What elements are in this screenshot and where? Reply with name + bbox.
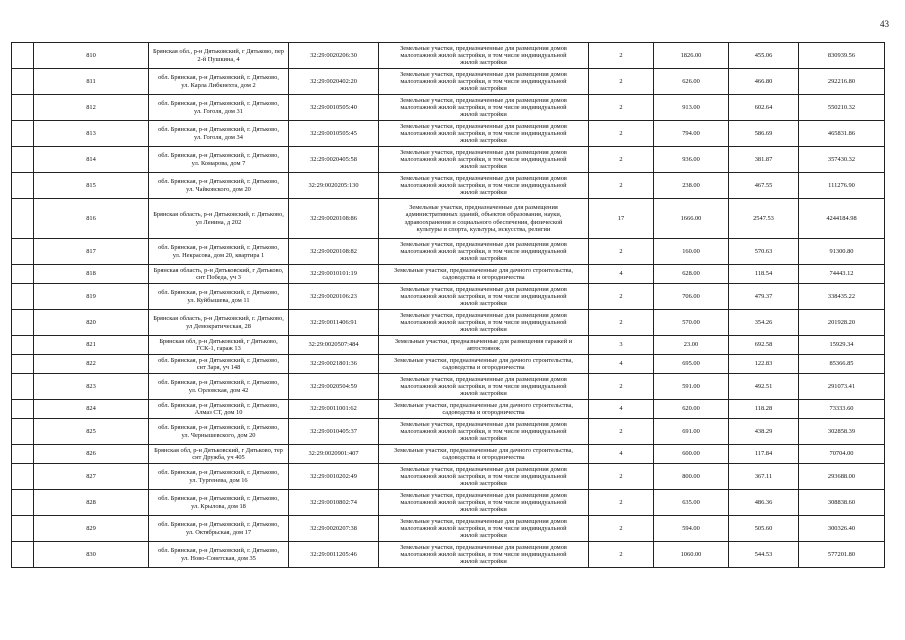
cadastral-number-cell: 32:29:0011205:46 xyxy=(289,542,379,568)
specific-value-cell: 467.55 xyxy=(729,173,799,199)
row-number-cell: 816 xyxy=(34,199,149,239)
area-cell: 635.00 xyxy=(654,490,729,516)
table-row xyxy=(12,199,885,239)
area-cell: 913.00 xyxy=(654,95,729,121)
cadastral-number-cell: 32:29:0020405:58 xyxy=(289,147,379,173)
land-use-group-cell: 2 xyxy=(589,374,654,400)
land-use-purpose-cell: Земельные участки, предназначенные для размещения домов малоэтажной жилой застройки, в том числе индивидуальной жилой застройки xyxy=(379,173,589,199)
cadastral-value-cell: 74443.12 xyxy=(799,265,885,284)
row-spacer-cell xyxy=(12,199,34,239)
area-cell: 238.00 xyxy=(654,173,729,199)
row-number-cell: 823 xyxy=(34,374,149,400)
land-use-purpose-cell: Земельные участки, предназначенные для размещения домов малоэтажной жилой застройки, в том числе индивидуальной жилой застройки xyxy=(379,310,589,336)
land-use-purpose-cell: Земельные участки, предназначенные для размещения домов малоэтажной жилой застройки, в том числе индивидуальной жилой застройки xyxy=(379,239,589,265)
area-cell: 626.00 xyxy=(654,69,729,95)
cadastral-value-cell: 292216.80 xyxy=(799,69,885,95)
table-row xyxy=(12,464,885,490)
cadastral-value-cell: 300326.40 xyxy=(799,516,885,542)
row-spacer-cell xyxy=(12,310,34,336)
area-cell: 594.00 xyxy=(654,516,729,542)
cadastral-value-cell: 4244184.98 xyxy=(799,199,885,239)
cadastral-number-cell: 32:29:0010802:74 xyxy=(289,490,379,516)
area-cell: 628.00 xyxy=(654,265,729,284)
land-use-purpose-cell: Земельные участки, предназначенные для размещения домов малоэтажной жилой застройки, в том числе индивидуальной жилой застройки xyxy=(379,95,589,121)
cadastral-value-cell: 111276.90 xyxy=(799,173,885,199)
land-use-group-cell: 2 xyxy=(589,542,654,568)
row-number-cell: 818 xyxy=(34,265,149,284)
table-row xyxy=(12,445,885,464)
specific-value-cell: 586.69 xyxy=(729,121,799,147)
area-cell: 800.00 xyxy=(654,464,729,490)
land-use-group-cell: 2 xyxy=(589,121,654,147)
row-spacer-cell xyxy=(12,445,34,464)
row-number-cell: 830 xyxy=(34,542,149,568)
row-number-cell: 814 xyxy=(34,147,149,173)
row-spacer-cell xyxy=(12,284,34,310)
address-cell: обл. Брянская, р-н Дятьковский, г. Дятьково, ул. Некрасова, дом 20, квартира 1 xyxy=(149,239,289,265)
land-use-purpose-cell: Земельные участки, предназначенные для размещения домов малоэтажной жилой застройки, в том числе индивидуальной жилой застройки xyxy=(379,121,589,147)
table-row xyxy=(12,95,885,121)
land-use-group-cell: 4 xyxy=(589,265,654,284)
land-use-group-cell: 4 xyxy=(589,355,654,374)
specific-value-cell: 117.84 xyxy=(729,445,799,464)
area-cell: 1060.00 xyxy=(654,542,729,568)
cadastral-value-cell: 302858.39 xyxy=(799,419,885,445)
land-use-group-cell: 2 xyxy=(589,173,654,199)
land-use-group-cell: 3 xyxy=(589,336,654,355)
cadastral-value-cell: 465831.86 xyxy=(799,121,885,147)
specific-value-cell: 354.26 xyxy=(729,310,799,336)
land-use-purpose-cell: Земельные участки, предназначенные для размещения домов малоэтажной жилой застройки, в том числе индивидуальной жилой застройки xyxy=(379,464,589,490)
specific-value-cell: 438.29 xyxy=(729,419,799,445)
table-row xyxy=(12,336,885,355)
address-cell: Брянская область, р-н Дятьковский, г. Дятьково, ул Демократическая, 28 xyxy=(149,310,289,336)
row-spacer-cell xyxy=(12,265,34,284)
cadastral-value-cell: 293688.00 xyxy=(799,464,885,490)
land-use-group-cell: 4 xyxy=(589,445,654,464)
land-use-group-cell: 2 xyxy=(589,464,654,490)
table-row xyxy=(12,374,885,400)
row-spacer-cell xyxy=(12,173,34,199)
cadastral-number-cell: 32:29:0010202:49 xyxy=(289,464,379,490)
row-number-cell: 826 xyxy=(34,445,149,464)
land-use-group-cell: 17 xyxy=(589,199,654,239)
area-cell: 695.00 xyxy=(654,355,729,374)
address-cell: обл. Брянская, р-н Дятьковский, г. Дятьково, ул. Тургенева, дом 16 xyxy=(149,464,289,490)
land-use-purpose-cell: Земельные участки, предназначенные для размещения гаражей и автостоянок xyxy=(379,336,589,355)
row-number-cell: 819 xyxy=(34,284,149,310)
table-row xyxy=(12,265,885,284)
cadastral-number-cell: 32:29:0010505:40 xyxy=(289,95,379,121)
row-spacer-cell xyxy=(12,147,34,173)
row-number-cell: 820 xyxy=(34,310,149,336)
land-use-purpose-cell: Земельные участки, предназначенные для размещения домов малоэтажной жилой застройки, в том числе индивидуальной жилой застройки xyxy=(379,284,589,310)
land-use-group-cell: 2 xyxy=(589,284,654,310)
land-use-purpose-cell: Земельные участки, предназначенные для размещения домов малоэтажной жилой застройки, в том числе индивидуальной жилой застройки xyxy=(379,43,589,69)
land-use-purpose-cell: Земельные участки, предназначенные для дачного строительства, садоводства и огородничества xyxy=(379,265,589,284)
specific-value-cell: 492.51 xyxy=(729,374,799,400)
address-cell: обл. Брянская, р-н Дятьковский, г. Дятьково, ул. Карла Либкнехта, дом 2 xyxy=(149,69,289,95)
cadastral-number-cell: 32:29:0020207:38 xyxy=(289,516,379,542)
row-spacer-cell xyxy=(12,95,34,121)
area-cell: 160.00 xyxy=(654,239,729,265)
cadastral-number-cell: 32:29:0011001:62 xyxy=(289,400,379,419)
cadastral-value-cell: 550210.32 xyxy=(799,95,885,121)
address-cell: обл. Брянская, р-н Дятьковский, г. Дятьково, Алмаз СТ, дом 10 xyxy=(149,400,289,419)
area-cell: 691.00 xyxy=(654,419,729,445)
specific-value-cell: 505.60 xyxy=(729,516,799,542)
row-number-cell: 811 xyxy=(34,69,149,95)
address-cell: обл. Брянская, р-н Дятьковский, г. Дятьково, ул. Гоголя, дом 34 xyxy=(149,121,289,147)
specific-value-cell: 381.87 xyxy=(729,147,799,173)
land-use-purpose-cell: Земельные участки, предназначенные для размещения домов малоэтажной жилой застройки, в том числе индивидуальной жилой застройки xyxy=(379,374,589,400)
cadastral-number-cell: 32:29:0010405:37 xyxy=(289,419,379,445)
area-cell: 1826.00 xyxy=(654,43,729,69)
table-row xyxy=(12,173,885,199)
address-cell: обл. Брянская, р-н Дятьковский, г. Дятьково, снт Заря, уч 148 xyxy=(149,355,289,374)
address-cell: обл. Брянская, р-н Дятьковский, г. Дятьково, ул. Октябрьская, дом 17 xyxy=(149,516,289,542)
row-number-cell: 812 xyxy=(34,95,149,121)
specific-value-cell: 455.06 xyxy=(729,43,799,69)
land-use-group-cell: 2 xyxy=(589,239,654,265)
land-use-purpose-cell: Земельные участки, предназначенные для размещения домов малоэтажной жилой застройки, в том числе индивидуальной жилой застройки xyxy=(379,69,589,95)
cadastral-number-cell: 32:29:0020901:407 xyxy=(289,445,379,464)
row-number-cell: 828 xyxy=(34,490,149,516)
address-cell: обл. Брянская, р-н Дятьковский, г. Дятьково, ул. Куйбышева, дом 11 xyxy=(149,284,289,310)
cadastral-value-cell: 15929.34 xyxy=(799,336,885,355)
area-cell: 1666.00 xyxy=(654,199,729,239)
area-cell: 706.00 xyxy=(654,284,729,310)
specific-value-cell: 118.28 xyxy=(729,400,799,419)
cadastral-number-cell: 32:29:0020108:86 xyxy=(289,199,379,239)
table-row xyxy=(12,121,885,147)
table-body xyxy=(12,43,885,568)
row-number-cell: 810 xyxy=(34,43,149,69)
table-row xyxy=(12,419,885,445)
land-use-group-cell: 2 xyxy=(589,69,654,95)
row-number-cell: 827 xyxy=(34,464,149,490)
specific-value-cell: 486.36 xyxy=(729,490,799,516)
address-cell: обл. Брянская, р-н Дятьковский, г. Дятьково, ул. Орловская, дом 42 xyxy=(149,374,289,400)
area-cell: 600.00 xyxy=(654,445,729,464)
land-use-purpose-cell: Земельные участки, предназначенные для размещения домов малоэтажной жилой застройки, в том числе индивидуальной жилой застройки xyxy=(379,419,589,445)
address-cell: обл. Брянская, р-н Дятьковский, г. Дятьково, ул. Крылова, дом 18 xyxy=(149,490,289,516)
table-row xyxy=(12,310,885,336)
page-number: 43 xyxy=(880,19,889,29)
row-number-cell: 822 xyxy=(34,355,149,374)
land-use-group-cell: 4 xyxy=(589,400,654,419)
table-row xyxy=(12,516,885,542)
specific-value-cell: 122.83 xyxy=(729,355,799,374)
area-cell: 620.00 xyxy=(654,400,729,419)
row-spacer-cell xyxy=(12,542,34,568)
table-row xyxy=(12,355,885,374)
table-row xyxy=(12,490,885,516)
specific-value-cell: 570.63 xyxy=(729,239,799,265)
row-number-cell: 815 xyxy=(34,173,149,199)
specific-value-cell: 466.80 xyxy=(729,69,799,95)
specific-value-cell: 118.54 xyxy=(729,265,799,284)
cadastral-value-cell: 338435.22 xyxy=(799,284,885,310)
table-row xyxy=(12,284,885,310)
specific-value-cell: 602.64 xyxy=(729,95,799,121)
cadastral-number-cell: 32:29:0020504:59 xyxy=(289,374,379,400)
cadastral-number-cell: 32:29:0011406:91 xyxy=(289,310,379,336)
cadastral-value-cell: 357430.32 xyxy=(799,147,885,173)
cadastral-value-cell: 85366.85 xyxy=(799,355,885,374)
area-cell: 936.00 xyxy=(654,147,729,173)
land-use-purpose-cell: Земельные участки, предназначенные для размещения административных зданий, объектов образования, науки, здравоохранения и социального обеспечения, физической культуры и спорта, культуры, искусства, религии xyxy=(379,199,589,239)
land-use-purpose-cell: Земельные участки, предназначенные для размещения домов малоэтажной жилой застройки, в том числе индивидуальной жилой застройки xyxy=(379,490,589,516)
specific-value-cell: 692.58 xyxy=(729,336,799,355)
cadastral-value-cell: 308838.60 xyxy=(799,490,885,516)
cadastral-value-cell: 91300.80 xyxy=(799,239,885,265)
land-use-group-cell: 2 xyxy=(589,147,654,173)
address-cell: обл. Брянская, р-н Дятьковский, г. Дятьково, ул. Комарова, дом 7 xyxy=(149,147,289,173)
row-spacer-cell xyxy=(12,374,34,400)
cadastral-value-cell: 70704.00 xyxy=(799,445,885,464)
land-use-purpose-cell: Земельные участки, предназначенные для размещения домов малоэтажной жилой застройки, в том числе индивидуальной жилой застройки xyxy=(379,542,589,568)
land-use-group-cell: 2 xyxy=(589,310,654,336)
land-use-purpose-cell: Земельные участки, предназначенные для размещения домов малоэтажной жилой застройки, в том числе индивидуальной жилой застройки xyxy=(379,147,589,173)
cadastral-number-cell: 32:29:0020507:484 xyxy=(289,336,379,355)
row-number-cell: 829 xyxy=(34,516,149,542)
table-row xyxy=(12,542,885,568)
land-use-group-cell: 2 xyxy=(589,490,654,516)
cadastral-number-cell: 32:29:0020106:23 xyxy=(289,284,379,310)
row-spacer-cell xyxy=(12,336,34,355)
land-use-purpose-cell: Земельные участки, предназначенные для дачного строительства, садоводства и огородничества xyxy=(379,400,589,419)
land-use-group-cell: 2 xyxy=(589,43,654,69)
cadastral-number-cell: 32:29:0020206:30 xyxy=(289,43,379,69)
address-cell: обл. Брянская, р-н Дятьковский, г. Дятьково, ул. Ново-Советская, дом 35 xyxy=(149,542,289,568)
table-row xyxy=(12,69,885,95)
cadastral-number-cell: 32:29:0010505:45 xyxy=(289,121,379,147)
row-spacer-cell xyxy=(12,516,34,542)
row-number-cell: 824 xyxy=(34,400,149,419)
table-row xyxy=(12,239,885,265)
cadastral-value-cell: 291073.41 xyxy=(799,374,885,400)
cadastral-value-cell: 577201.80 xyxy=(799,542,885,568)
row-number-cell: 821 xyxy=(34,336,149,355)
land-use-group-cell: 2 xyxy=(589,419,654,445)
cadastral-value-cell: 73333.60 xyxy=(799,400,885,419)
address-cell: Брянская обл, р-н Дятьковский, г Дятьково, ГСК-1, гараж 13 xyxy=(149,336,289,355)
row-spacer-cell xyxy=(12,69,34,95)
specific-value-cell: 479.37 xyxy=(729,284,799,310)
address-cell: Брянская область, р-н Дятьковский, г Дятьково, снт Победа, уч 3 xyxy=(149,265,289,284)
area-cell: 591.00 xyxy=(654,374,729,400)
land-use-purpose-cell: Земельные участки, предназначенные для дачного строительства, садоводства и огородничества xyxy=(379,355,589,374)
land-use-group-cell: 2 xyxy=(589,516,654,542)
row-spacer-cell xyxy=(12,490,34,516)
cadastral-number-cell: 32:29:0010101:19 xyxy=(289,265,379,284)
area-cell: 794.00 xyxy=(654,121,729,147)
row-number-cell: 813 xyxy=(34,121,149,147)
land-use-purpose-cell: Земельные участки, предназначенные для дачного строительства, садоводства и огородничества xyxy=(379,445,589,464)
area-cell: 23.00 xyxy=(654,336,729,355)
specific-value-cell: 367.11 xyxy=(729,464,799,490)
row-spacer-cell xyxy=(12,419,34,445)
cadastral-value-table xyxy=(11,42,885,568)
address-cell: обл. Брянская, р-н Дятьковский, г. Дятьково, ул. Чайковского, дом 20 xyxy=(149,173,289,199)
area-cell: 570.00 xyxy=(654,310,729,336)
row-spacer-cell xyxy=(12,400,34,419)
land-use-group-cell: 2 xyxy=(589,95,654,121)
address-cell: обл. Брянская, р-н Дятьковский, г. Дятьково, ул. Чернышевского, дом 20 xyxy=(149,419,289,445)
table-row xyxy=(12,43,885,69)
cadastral-number-cell: 32:29:0021801:36 xyxy=(289,355,379,374)
address-cell: Брянская обл, р-н Дятьковский, г Дятьково, тер снт Дружба, уч 405 xyxy=(149,445,289,464)
address-cell: Брянская область, р-н Дятьковский, г. Дятьково, ул Ленина, д 202 xyxy=(149,199,289,239)
row-spacer-cell xyxy=(12,43,34,69)
specific-value-cell: 2547.53 xyxy=(729,199,799,239)
cadastral-number-cell: 32:29:0020108:82 xyxy=(289,239,379,265)
table-row xyxy=(12,400,885,419)
row-spacer-cell xyxy=(12,239,34,265)
row-spacer-cell xyxy=(12,355,34,374)
address-cell: Брянская обл., р-н Дятьковский, г Дятьково, пер 2-й Пушкина, 4 xyxy=(149,43,289,69)
cadastral-number-cell: 32:29:0020402:20 xyxy=(289,69,379,95)
cadastral-value-cell: 201928.20 xyxy=(799,310,885,336)
row-spacer-cell xyxy=(12,121,34,147)
row-number-cell: 825 xyxy=(34,419,149,445)
row-number-cell: 817 xyxy=(34,239,149,265)
specific-value-cell: 544.53 xyxy=(729,542,799,568)
row-spacer-cell xyxy=(12,464,34,490)
cadastral-value-cell: 830939.56 xyxy=(799,43,885,69)
table-row xyxy=(12,147,885,173)
land-use-purpose-cell: Земельные участки, предназначенные для размещения домов малоэтажной жилой застройки, в том числе индивидуальной жилой застройки xyxy=(379,516,589,542)
cadastral-number-cell: 32:29:0020205:130 xyxy=(289,173,379,199)
address-cell: обл. Брянская, р-н Дятьковский, г. Дятьково, ул. Гоголя, дом 31 xyxy=(149,95,289,121)
